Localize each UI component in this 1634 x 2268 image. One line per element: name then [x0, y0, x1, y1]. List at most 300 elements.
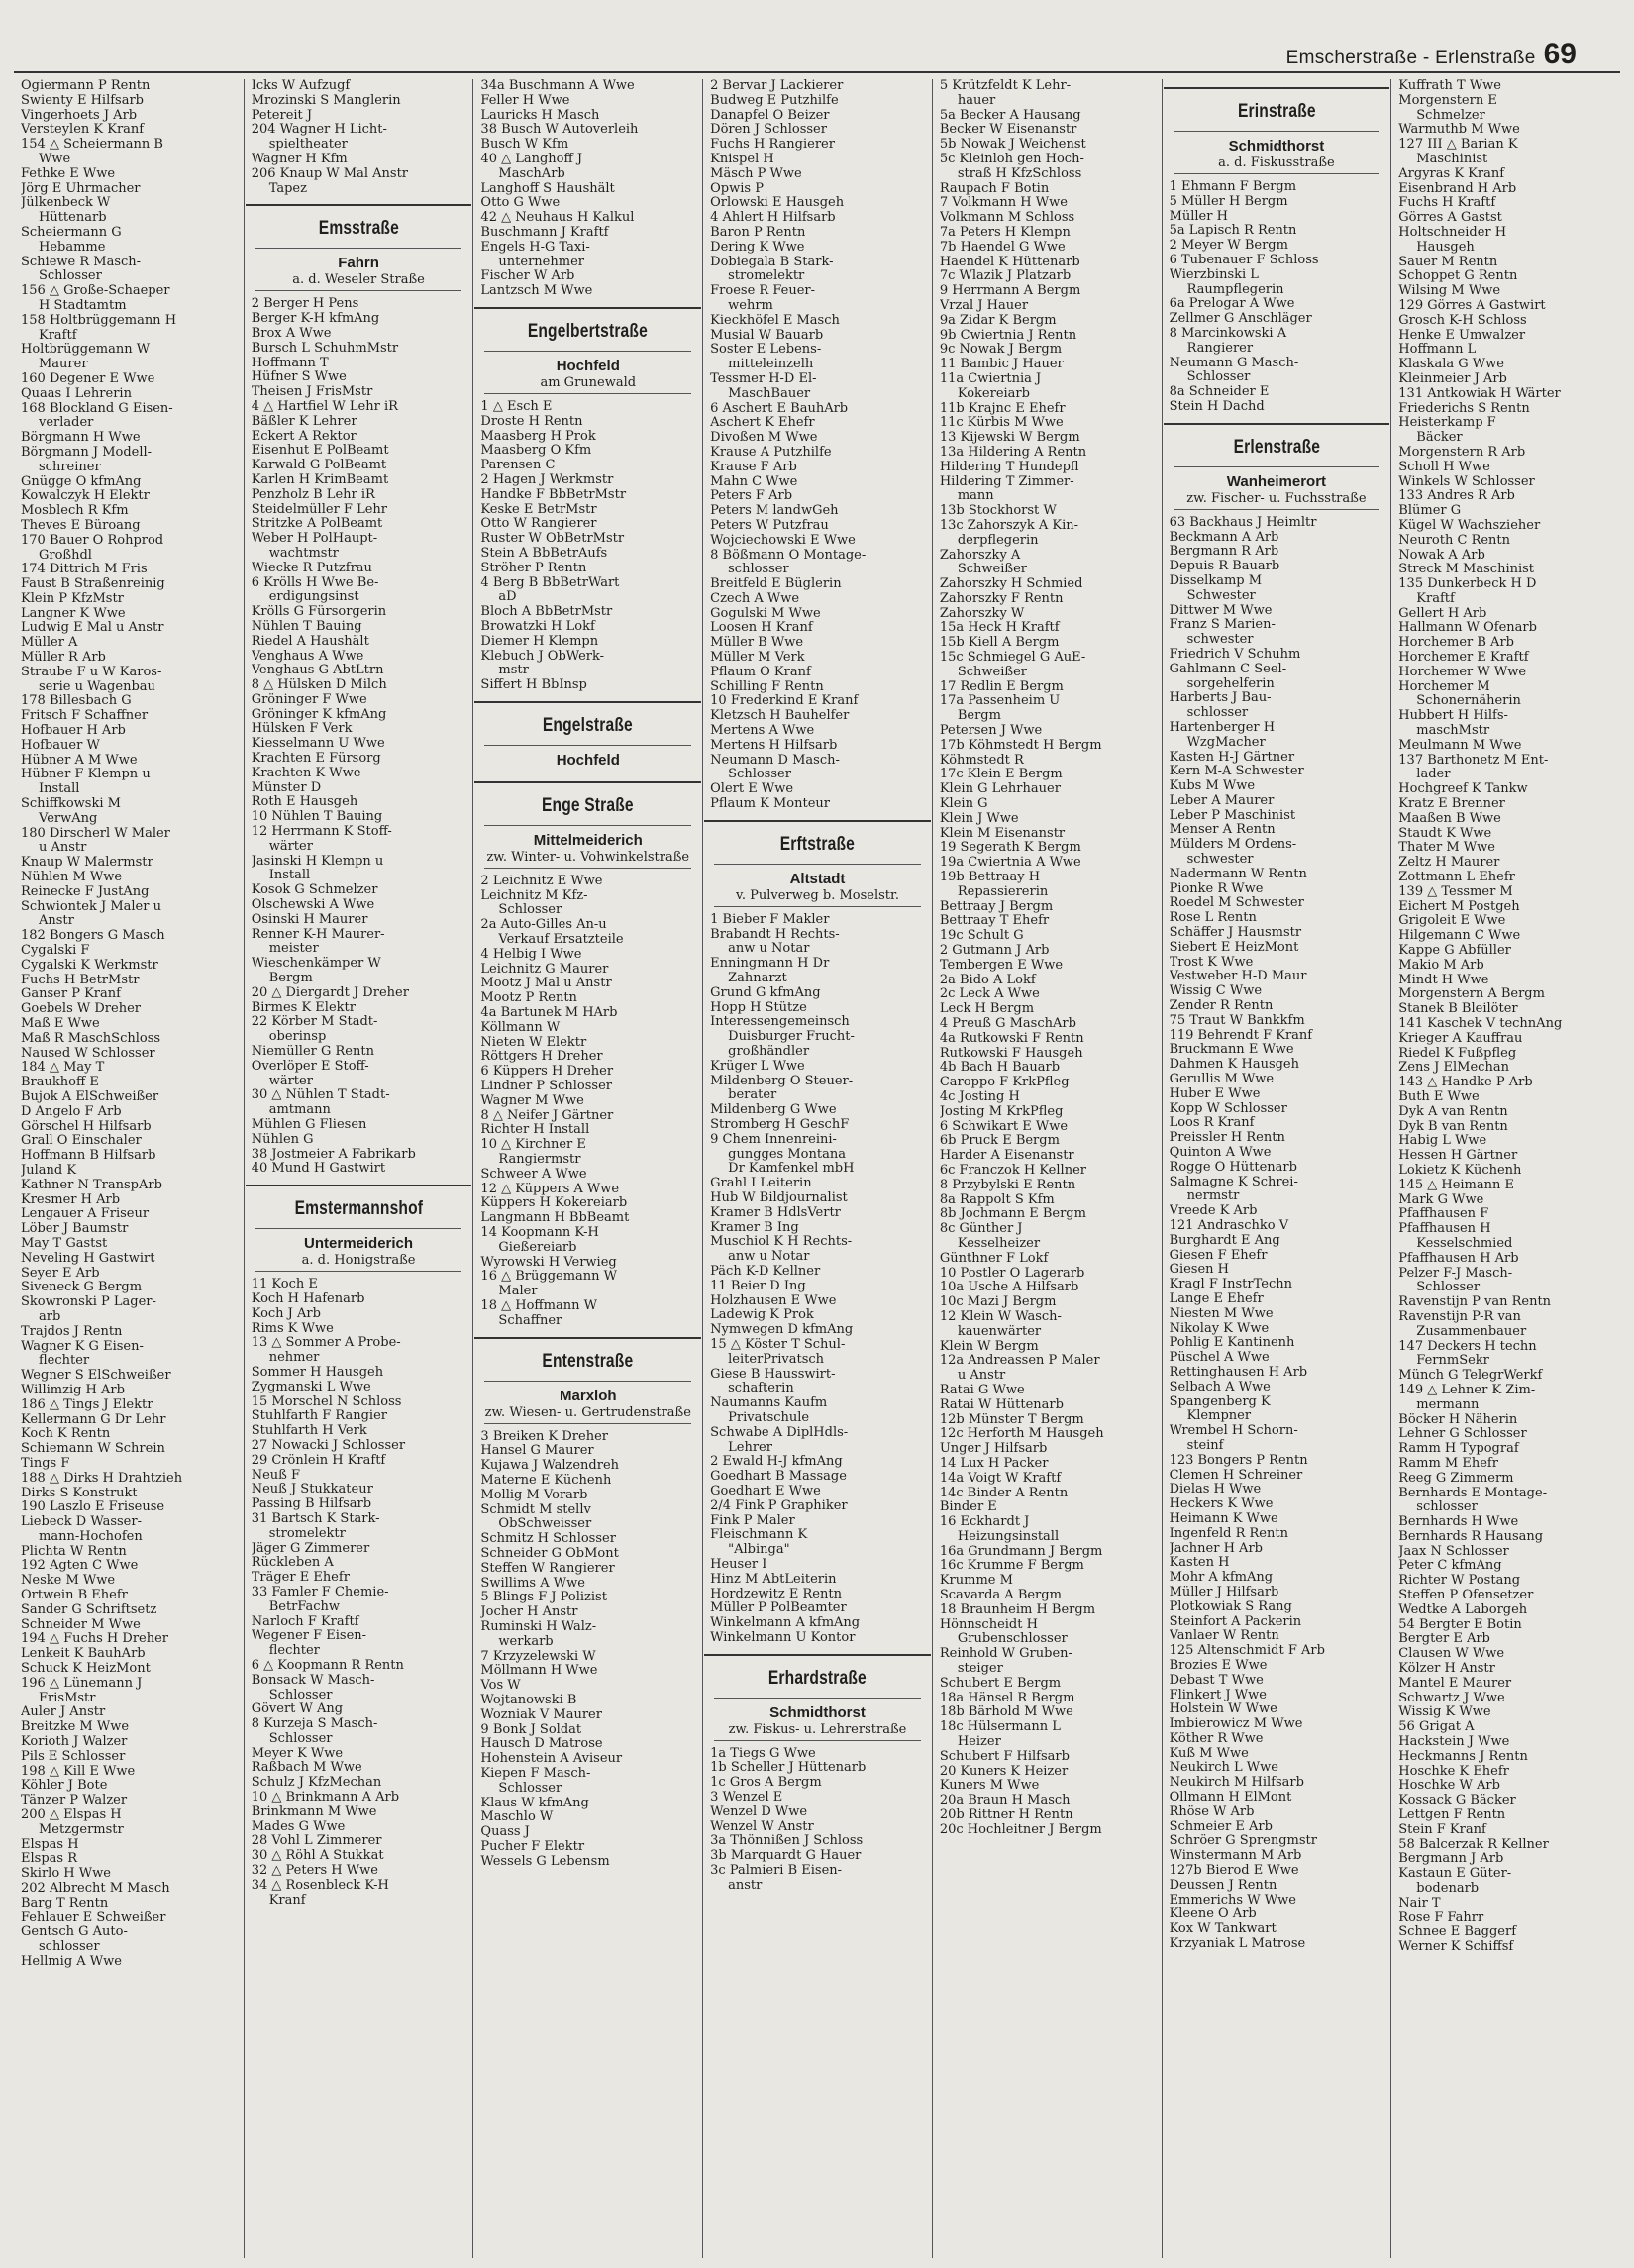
- resident-entry: Brabandt H Rechts-: [710, 927, 840, 942]
- resident-entry: Tänzer P Walzer: [21, 1794, 128, 1808]
- entry-continuation: amtmann: [268, 1103, 331, 1118]
- resident-entry: Depuis R Bauarb: [1169, 560, 1280, 574]
- resident-entry: Sauer M Rentn: [1398, 255, 1498, 269]
- resident-entry: Kastaun E Güter-: [1398, 1867, 1512, 1882]
- street-district: Hochfeld: [556, 357, 620, 374]
- street-name-rule: [255, 248, 462, 249]
- resident-entry: 11a Cwiertnia J: [939, 371, 1042, 386]
- entry-continuation: Hüttenarb: [39, 211, 107, 226]
- resident-entry: 145 △ Heimann E: [1398, 1178, 1514, 1192]
- resident-entry: Steidelmüller F Lehr: [251, 502, 387, 517]
- resident-entry: Löber J Baumstr: [21, 1222, 129, 1237]
- resident-entry: Cygalski K Werkmstr: [21, 958, 158, 973]
- resident-entry: Klein M Eisenanstr: [939, 826, 1066, 841]
- street-bottom-rule: [255, 1271, 462, 1272]
- resident-entry: Müller M Verk: [710, 651, 805, 666]
- entry-continuation: mermann: [1416, 1397, 1480, 1412]
- resident-entry: 3b Marquardt G Hauer: [710, 1849, 862, 1864]
- resident-entry: Brox A Wwe: [251, 326, 332, 341]
- resident-entry: Fritsch F Schaffner: [21, 709, 149, 724]
- resident-entry: Imbierowicz M Wwe: [1169, 1717, 1303, 1732]
- resident-entry: 10 Nühlen T Bauing: [251, 810, 383, 825]
- resident-entry: Parensen C: [480, 459, 556, 473]
- resident-entry: 20c Hochleitner J Bergm: [939, 1822, 1102, 1837]
- resident-entry: Bernhards R Hausang: [1398, 1529, 1544, 1544]
- resident-entry: Jasinski H Klempn u: [251, 854, 384, 869]
- resident-entry: 149 △ Lehner K Zim-: [1398, 1383, 1536, 1397]
- resident-entry: 9b Cwiertnia J Rentn: [939, 328, 1077, 343]
- resident-entry: Kleinmeier J Arb: [1398, 371, 1507, 386]
- resident-entry: 137 Barthonetz M Ent-: [1398, 753, 1549, 768]
- resident-entry: Blümer G: [1398, 504, 1462, 519]
- street-name: Emstermannshof: [294, 1198, 423, 1220]
- resident-entry: Pohlig E Kantinenh: [1169, 1336, 1295, 1351]
- resident-entry: 182 Bongers G Masch: [21, 929, 165, 944]
- resident-entry: Theisen J FrisMstr: [251, 385, 373, 400]
- entry-continuation: mann: [957, 489, 994, 504]
- resident-entry: Rhöse W Arb: [1169, 1804, 1255, 1819]
- resident-entry: Eisenhut E PolBeamt: [251, 444, 389, 459]
- resident-entry: 196 △ Lünemann J: [21, 1676, 143, 1691]
- resident-entry: Kieckhöfel E Masch: [710, 313, 840, 328]
- entry-continuation: H Stadtamtm: [39, 298, 127, 313]
- resident-entry: Leichnitz G Maurer: [480, 962, 609, 977]
- resident-entry: Schwartz J Wwe: [1398, 1691, 1505, 1705]
- directory-columns: [14, 79, 1620, 2258]
- resident-entry: Fuchs H Kraftf: [1398, 196, 1496, 211]
- entry-continuation: schreiner: [39, 460, 101, 474]
- resident-entry: Cygalski F: [21, 944, 90, 959]
- street-name: Emsstraße: [318, 218, 399, 240]
- resident-entry: Plotkowiak S Rang: [1169, 1599, 1292, 1614]
- resident-entry: 5a Becker A Hausang: [939, 108, 1081, 123]
- resident-entry: Niemüller G Rentn: [251, 1045, 374, 1060]
- resident-entry: Fuchs H BetrMstr: [21, 973, 140, 987]
- resident-entry: 2 Meyer W Bergm: [1169, 239, 1288, 254]
- entry-continuation: spieltheater: [268, 138, 348, 153]
- resident-entry: Pflaum O Kranf: [710, 665, 811, 679]
- resident-entry: Hülsken F Verk: [251, 722, 353, 737]
- resident-entry: 6 Krölls H Wwe Be-: [251, 575, 379, 590]
- resident-entry: 8b Jochmann E Bergm: [939, 1207, 1086, 1222]
- resident-entry: 2 Bervar J Lackierer: [710, 79, 844, 93]
- resident-entry: Jaax N Schlosser: [1398, 1544, 1509, 1559]
- resident-entry: 17 Redlin E Bergm: [939, 679, 1064, 694]
- resident-entry: 160 Degener E Wwe: [21, 371, 155, 386]
- resident-entry: Münster D: [251, 780, 322, 795]
- resident-entry: Kopp W Schlosser: [1169, 1101, 1287, 1116]
- resident-entry: Hofbauer H Arb: [21, 724, 126, 739]
- resident-entry: Krölls G Fürsorgerin: [251, 605, 387, 620]
- resident-entry: Hönnscheidt H: [939, 1617, 1038, 1632]
- resident-entry: 200 △ Elspas H: [21, 1808, 122, 1823]
- resident-entry: Morgenstern R Arb: [1398, 445, 1526, 460]
- resident-entry: Maasberg O Kfm: [480, 444, 592, 459]
- entry-continuation: meister: [268, 942, 319, 957]
- resident-entry: Dahmen K Hausgeh: [1169, 1058, 1299, 1073]
- resident-entry: Zeltz H Maurer: [1398, 856, 1500, 871]
- street-name-rule: [484, 1381, 691, 1382]
- resident-entry: Burghardt E Ang: [1169, 1233, 1280, 1248]
- resident-entry: Kügel W Wachszieher: [1398, 518, 1541, 533]
- resident-entry: Stritzke A PolBeamt: [251, 517, 383, 532]
- column-1: [14, 79, 244, 2258]
- resident-entry: Clausen W Wwe: [1398, 1647, 1505, 1662]
- entry-continuation: FrisMstr: [39, 1691, 96, 1705]
- entry-continuation: ObSchweisser: [498, 1517, 592, 1532]
- resident-entry: Gellert H Arb: [1398, 606, 1487, 621]
- entry-continuation: Maschinist: [1416, 152, 1488, 166]
- resident-entry: Mertens H Hilfsarb: [710, 738, 838, 753]
- resident-entry: Stanek B Bleilöter: [1398, 1002, 1518, 1017]
- resident-entry: Vanlaer W Rentn: [1169, 1629, 1279, 1644]
- resident-entry: Unger J Hilfsarb: [939, 1442, 1048, 1457]
- resident-entry: 16a Grundmann J Bergm: [939, 1544, 1103, 1559]
- entry-continuation: wärter: [268, 839, 313, 854]
- resident-entry: Otto W Rangierer: [480, 517, 597, 532]
- resident-entry: Börgmann H Wwe: [21, 431, 141, 446]
- resident-entry: Interessengemeinsch: [710, 1015, 850, 1030]
- resident-entry: Hoffmann T: [251, 356, 329, 370]
- entry-continuation: nehmer: [268, 1351, 320, 1366]
- entry-continuation: Schlosser: [728, 768, 791, 782]
- resident-entry: Nieten W Elektr: [480, 1035, 587, 1050]
- resident-entry: Stuhlfarth F Rangier: [251, 1409, 387, 1424]
- resident-entry: Ingenfeld R Rentn: [1169, 1526, 1288, 1541]
- resident-entry: Venghaus A Wwe: [251, 649, 364, 664]
- resident-entry: Langner K Wwe: [21, 606, 126, 621]
- resident-entry: Müller J Hilfsarb: [1169, 1585, 1279, 1599]
- resident-entry: Wenzel D Wwe: [710, 1804, 808, 1819]
- entry-continuation: Wwe: [39, 152, 71, 166]
- resident-entry: 12b Münster T Bergm: [939, 1412, 1084, 1427]
- resident-entry: Steffen P Ofensetzer: [1398, 1589, 1534, 1603]
- street-heading: [246, 1185, 472, 1272]
- resident-entry: 158 Holtbrüggemann H: [21, 313, 177, 328]
- resident-entry: Zellmer G Anschläger: [1169, 312, 1312, 327]
- resident-entry: 75 Traut W Bankkfm: [1169, 1013, 1305, 1028]
- street-name: Erhardstraße: [768, 1667, 867, 1689]
- resident-entry: 1 Ehmann F Bergm: [1169, 180, 1297, 194]
- entry-continuation: Privatschule: [728, 1410, 810, 1425]
- street-bottom-rule: [255, 290, 462, 291]
- resident-entry: Fuchs H Rangierer: [710, 138, 835, 153]
- street-name-rule: [714, 864, 921, 865]
- resident-entry: Klein J Wwe: [939, 811, 1019, 826]
- resident-entry: Dirks S Konstrukt: [21, 1486, 138, 1500]
- resident-entry: Hellmig A Wwe: [21, 1955, 122, 1969]
- resident-entry: Fink P Maler: [710, 1513, 795, 1528]
- resident-entry: 123 Bongers P Rentn: [1169, 1453, 1308, 1468]
- street-heading: [474, 781, 701, 869]
- entry-continuation: Anstr: [39, 914, 74, 929]
- entry-continuation: Schlosser: [1416, 1281, 1481, 1295]
- resident-entry: 11 Koch E: [251, 1278, 318, 1292]
- resident-entry: 30 △ Röhl A Stukkat: [251, 1849, 384, 1864]
- street-district: Marxloh: [560, 1387, 617, 1404]
- resident-entry: Heckmanns J Rentn: [1398, 1749, 1528, 1764]
- resident-entry: Jörg E Uhrmacher: [21, 181, 141, 196]
- resident-entry: Zender R Rentn: [1169, 999, 1274, 1014]
- resident-entry: Gerullis M Wwe: [1169, 1073, 1275, 1087]
- resident-entry: Clemen H Schreiner: [1169, 1468, 1303, 1483]
- resident-entry: Langhoff S Haushält: [480, 181, 615, 196]
- resident-entry: Horchemer M: [1398, 679, 1490, 694]
- resident-entry: Grahl I Leiterin: [710, 1177, 812, 1191]
- resident-entry: Stromberg H GeschF: [710, 1118, 850, 1132]
- resident-entry: 8 Marcinkowski A: [1169, 326, 1287, 341]
- resident-entry: 4a Bartunek M HArb: [480, 1006, 618, 1021]
- resident-entry: Maschlo W: [480, 1810, 554, 1825]
- resident-entry: 3a Thönnißen J Schloss: [710, 1834, 864, 1849]
- resident-entry: 5a Lapisch R Rentn: [1169, 224, 1297, 239]
- resident-entry: Koch J Arb: [251, 1306, 321, 1321]
- resident-entry: 7 Volkmann H Wwe: [939, 196, 1068, 211]
- resident-entry: Schneider M Wwe: [21, 1617, 141, 1632]
- resident-entry: Horchemer B Arb: [1398, 636, 1514, 651]
- resident-entry: Meulmann M Wwe: [1398, 738, 1522, 753]
- resident-entry: Möllmann H Wwe: [480, 1664, 598, 1679]
- resident-entry: Giese B Hausswirt-: [710, 1367, 836, 1382]
- resident-entry: Müller P PolBeamter: [710, 1601, 847, 1616]
- resident-entry: Faust B Straßenreinig: [21, 577, 165, 592]
- resident-entry: Henke E Umwalzer: [1398, 328, 1526, 343]
- resident-entry: 34a Buschmann A Wwe: [480, 79, 635, 93]
- resident-entry: Pflaum K Monteur: [710, 797, 830, 812]
- resident-entry: 143 △ Handke P Arb: [1398, 1076, 1533, 1090]
- entry-continuation: steiger: [957, 1662, 1003, 1677]
- entry-continuation: berater: [728, 1088, 777, 1103]
- resident-entry: Nymwegen D kfmAng: [710, 1323, 854, 1338]
- resident-entry: Träger E Ehefr: [251, 1571, 350, 1586]
- street-heading: [474, 1337, 701, 1424]
- resident-entry: Langmann H BbBeamt: [480, 1211, 630, 1226]
- resident-entry: Quaas I Lehrerin: [21, 386, 132, 401]
- resident-entry: Berger K-H kfmAng: [251, 312, 380, 327]
- entry-continuation: "Albinga": [728, 1543, 790, 1558]
- resident-entry: 10c Mazi J Bergm: [939, 1295, 1057, 1310]
- resident-entry: 3c Palmieri B Eisen-: [710, 1864, 843, 1879]
- resident-entry: 63 Backhaus J Heimltr: [1169, 515, 1317, 530]
- resident-entry: Lengauer A Friseur: [21, 1207, 150, 1222]
- resident-entry: Diemer H Klempn: [480, 634, 599, 649]
- resident-entry: Heisterkamp F: [1398, 416, 1496, 431]
- column-5: [932, 79, 1162, 2258]
- resident-entry: Krachten K Wwe: [251, 766, 361, 780]
- resident-entry: Ratai W Hüttenarb: [939, 1397, 1064, 1412]
- resident-entry: 2 Gutmann J Arb: [939, 944, 1050, 959]
- resident-entry: 12 Klein W Wasch-: [939, 1309, 1062, 1324]
- resident-entry: Kuners M Wwe: [939, 1779, 1040, 1794]
- column-6: [1162, 79, 1391, 2258]
- street-district: Altstadt: [789, 870, 846, 887]
- street-bottom-rule: [714, 1740, 921, 1741]
- resident-entry: Klein P KfzMstr: [21, 591, 124, 606]
- resident-entry: Renner K-H Maurer-: [251, 927, 385, 942]
- resident-entry: Maß R MaschSchloss: [21, 1031, 161, 1046]
- resident-entry: Gentsch G Auto-: [21, 1925, 128, 1940]
- resident-entry: Holstein W Wwe: [1169, 1702, 1277, 1717]
- resident-entry: Köhmstedt R: [939, 753, 1024, 768]
- street-name: Entenstraße: [542, 1350, 634, 1372]
- resident-entry: 135 Dunkerbeck H D: [1398, 577, 1537, 592]
- resident-entry: 119 Behrendt F Kranf: [1169, 1028, 1313, 1043]
- resident-entry: 11b Krajnc E Ehefr: [939, 401, 1066, 416]
- resident-entry: Neukirch L Wwe: [1169, 1761, 1278, 1776]
- resident-entry: Dielas H Wwe: [1169, 1483, 1262, 1497]
- resident-entry: 129 Görres A Gastwirt: [1398, 298, 1546, 313]
- resident-entry: Gogulski M Wwe: [710, 606, 821, 621]
- street-location: a. d. Fiskusstraße: [1218, 155, 1335, 170]
- resident-entry: Tembergen E Wwe: [939, 958, 1064, 973]
- resident-entry: Lantzsch M Wwe: [480, 284, 593, 299]
- resident-entry: Giesen F Ehefr: [1169, 1248, 1268, 1263]
- resident-entry: Koch H Hafenarb: [251, 1291, 365, 1306]
- resident-entry: D Angelo F Arb: [21, 1104, 122, 1119]
- resident-entry: Neukirch M Hilfsarb: [1169, 1776, 1304, 1791]
- resident-entry: Petereit J: [251, 108, 313, 123]
- resident-entry: Aschert K Ehefr: [710, 416, 815, 431]
- resident-entry: 16c Krumme F Bergm: [939, 1559, 1084, 1574]
- resident-entry: Grosch K-H Schloss: [1398, 313, 1527, 328]
- resident-entry: 7c Wlazik J Platzarb: [939, 269, 1072, 284]
- resident-entry: Hubbert H Hilfs-: [1398, 709, 1508, 724]
- resident-entry: Grund G kfmAng: [710, 985, 821, 1000]
- resident-entry: 16 △ Brüggemann W: [480, 1270, 618, 1285]
- resident-entry: 22 Körber M Stadt-: [251, 1015, 378, 1030]
- resident-entry: 8a Schneider E: [1169, 385, 1270, 400]
- resident-entry: Bettraay T Ehefr: [939, 914, 1050, 929]
- resident-entry: Bergter E Arb: [1398, 1632, 1490, 1647]
- resident-entry: Loos R Kranf: [1169, 1116, 1255, 1131]
- resident-entry: Brozies E Wwe: [1169, 1658, 1268, 1673]
- resident-entry: Deussen J Rentn: [1169, 1878, 1277, 1893]
- resident-entry: Gröninger K kfmAng: [251, 707, 387, 722]
- resident-entry: Kuffrath T Wwe: [1398, 79, 1501, 93]
- resident-entry: Zygmanski L Wwe: [251, 1380, 371, 1394]
- entry-continuation: Klempner: [1186, 1409, 1252, 1424]
- resident-entry: Streck M Maschinist: [1398, 563, 1535, 577]
- street-location: v. Pulverweg b. Moselstr.: [736, 887, 899, 903]
- resident-entry: Buschmann J Kraftf: [480, 225, 609, 240]
- entry-continuation: sorgehelferin: [1186, 676, 1275, 691]
- resident-entry: Leber A Maurer: [1169, 793, 1275, 808]
- resident-entry: 2 Hagen J Werkmstr: [480, 472, 614, 487]
- resident-entry: 5 Müller H Bergm: [1169, 194, 1288, 209]
- resident-entry: Habig L Wwe: [1398, 1134, 1487, 1149]
- resident-entry: Sander G Schriftsetz: [21, 1602, 157, 1617]
- resident-entry: Trost K Wwe: [1169, 955, 1254, 970]
- resident-entry: Stuhlfarth H Verk: [251, 1424, 367, 1439]
- resident-entry: Reinecke F JustAng: [21, 884, 150, 899]
- resident-entry: Nühlen T Bauing: [251, 619, 362, 634]
- resident-entry: Schröer G Sprengmstr: [1169, 1834, 1317, 1849]
- resident-entry: Ludwig E Mal u Anstr: [21, 621, 164, 636]
- resident-entry: Gnügge O kfmAng: [21, 474, 142, 489]
- resident-entry: Vos W: [480, 1679, 521, 1694]
- resident-entry: 38 Jostmeier A Fabrikarb: [251, 1147, 416, 1162]
- resident-entry: Swillims A Wwe: [480, 1576, 585, 1591]
- resident-entry: 9 Chem Innenreini-: [710, 1132, 837, 1147]
- resident-entry: Heuser I: [710, 1557, 767, 1572]
- resident-entry: Mühlen G Fliesen: [251, 1118, 367, 1132]
- resident-entry: Kramer B Ing: [710, 1220, 799, 1235]
- resident-entry: Kathner N TranspArb: [21, 1178, 162, 1192]
- resident-entry: Siebert E HeizMont: [1169, 940, 1299, 955]
- resident-entry: Görschel H Hilfsarb: [21, 1119, 152, 1134]
- resident-entry: Wilsing M Wwe: [1398, 284, 1501, 299]
- resident-entry: Winkelmann A kfmAng: [710, 1616, 861, 1631]
- resident-entry: Ramm H Typograf: [1398, 1442, 1519, 1457]
- entry-continuation: Schweißer: [957, 563, 1027, 577]
- resident-entry: Jäger G Zimmerer: [251, 1541, 370, 1556]
- resident-entry: Czech A Wwe: [710, 591, 800, 606]
- page-header: [1286, 30, 1577, 69]
- resident-entry: Hofbauer W: [21, 738, 100, 753]
- resident-entry: Ogiermann P Rentn: [21, 79, 151, 93]
- resident-entry: Klein G: [939, 797, 988, 812]
- resident-entry: Holzhausen E Wwe: [710, 1293, 837, 1308]
- resident-entry: Rose F Fahrr: [1398, 1910, 1484, 1925]
- resident-entry: Hinz M AbtLeiterin: [710, 1572, 837, 1587]
- resident-entry: Klaskala G Wwe: [1398, 358, 1504, 372]
- resident-entry: Wedtke A Laborgeh: [1398, 1602, 1528, 1617]
- resident-entry: Schmitz H Schlosser: [480, 1532, 616, 1547]
- street-location: zw. Wiesen- u. Gertrudenstraße: [484, 1404, 691, 1420]
- entry-continuation: schlosser: [39, 1940, 100, 1955]
- resident-entry: Quinton A Wwe: [1169, 1146, 1272, 1161]
- resident-entry: Kowalczyk H Elektr: [21, 489, 150, 504]
- entry-continuation: wachtmstr: [268, 546, 339, 561]
- street-district: Wanheimerort: [1226, 472, 1327, 490]
- resident-entry: 6 Aschert E BauhArb: [710, 401, 849, 416]
- entry-continuation: Schonernäherin: [1416, 694, 1521, 709]
- resident-entry: Wissig K Wwe: [1398, 1705, 1491, 1720]
- resident-entry: Mindt H Wwe: [1398, 973, 1489, 987]
- resident-entry: 184 △ May T: [21, 1061, 105, 1076]
- street-name-rule: [1174, 466, 1380, 467]
- resident-entry: 12 Herrmann K Stoff-: [251, 825, 392, 840]
- entry-continuation: maschMstr: [1416, 724, 1490, 739]
- resident-entry: Makio M Arb: [1398, 958, 1484, 973]
- entry-continuation: Install: [39, 782, 80, 797]
- resident-entry: Neumann D Masch-: [710, 753, 840, 768]
- resident-entry: Hildering T Hundepfl: [939, 460, 1079, 474]
- street-name-rule: [484, 745, 691, 746]
- resident-entry: Gröninger F Wwe: [251, 692, 367, 707]
- entry-continuation: Bergm: [957, 709, 1001, 724]
- resident-entry: Wojciechowski E Wwe: [710, 533, 856, 548]
- street-name: Engelstraße: [543, 714, 634, 736]
- entry-continuation: Rangiermstr: [498, 1153, 581, 1168]
- resident-entry: Baron P Rentn: [710, 225, 806, 240]
- resident-entry: 4 Helbig I Wwe: [480, 947, 582, 962]
- resident-entry: Raupach F Botin: [939, 181, 1050, 196]
- street-bottom-rule: [1174, 173, 1380, 174]
- entry-continuation: schlosser: [1416, 1500, 1478, 1515]
- street-name: Engelbertstraße: [528, 320, 649, 342]
- resident-entry: Küppers H Kokereiarb: [480, 1196, 628, 1211]
- resident-entry: Fischer W Arb: [480, 269, 575, 284]
- resident-entry: Wozniak V Maurer: [480, 1707, 602, 1722]
- street-name-rule: [1174, 131, 1380, 132]
- entry-continuation: Schaffner: [498, 1313, 562, 1328]
- resident-entry: 8c Günther J: [939, 1222, 1023, 1237]
- resident-entry: Kramer B HdlsVertr: [710, 1205, 841, 1220]
- resident-entry: 13b Stockhorst W: [939, 504, 1057, 519]
- resident-entry: Leichnitz M Kfz-: [480, 888, 588, 903]
- resident-entry: Loosen H Kranf: [710, 621, 813, 636]
